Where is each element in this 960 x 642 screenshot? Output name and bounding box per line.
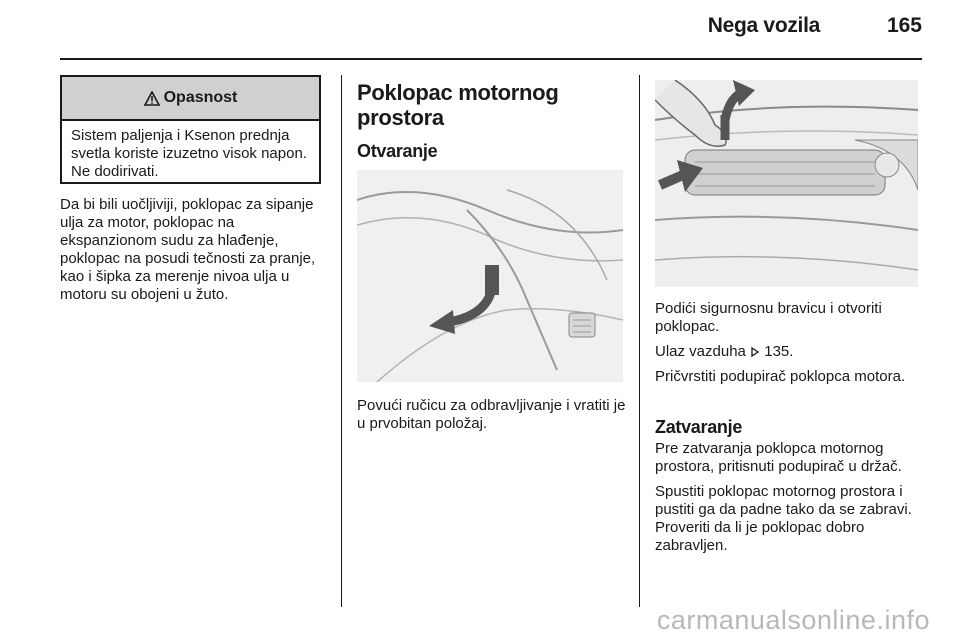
subheading-opening: Otvaranje	[357, 141, 438, 161]
section-title: Nega vozila	[707, 14, 820, 37]
page-number: 165	[886, 14, 922, 37]
right-paragraph-5: Spustiti poklopac motornog prostora i pustiti ga da padne tako da se zabravi. Proveriti da li je poklopac dobro zabravljen.	[655, 483, 912, 554]
release-lever-illustration	[357, 170, 623, 382]
warning-box	[60, 75, 321, 184]
hood-drawing	[655, 80, 918, 287]
air-intake-label: Ulaz vazduha	[655, 343, 746, 360]
header-rule	[60, 58, 922, 60]
left-paragraph: Da bi bili uočljiviji, poklopac za sipanje ulja za motor, poklopac na ekspanzionom sudu za hlađenje, poklopac na posudi tečnosti za pranje, kao i šipka za merenje nivoa ulja u motoru su obojeni u žuto.	[60, 196, 316, 303]
hood-illustration	[655, 80, 918, 287]
section-heading	[357, 80, 558, 130]
page-reference[interactable]: 135.	[764, 343, 794, 360]
column-divider-right	[639, 75, 640, 607]
section-heading-line1: Poklopac motornog	[357, 80, 559, 105]
release-lever-drawing	[357, 170, 623, 382]
right-paragraph-2	[655, 343, 925, 361]
right-paragraph-4: Pre zatvaranja poklopca motornog prostora, pritisnuti podupirač u držač.	[655, 440, 902, 475]
right-paragraph-1: Podići sigurnosnu bravicu i otvoriti poklopac.	[655, 300, 882, 335]
middle-paragraph: Povući ručicu za odbravljivanje i vratiti je u prvobitan položaj.	[357, 397, 626, 432]
warning-header	[62, 77, 319, 121]
page-reference-arrow-icon	[750, 347, 760, 357]
column-divider-left	[341, 75, 342, 607]
subheading-closing: Zatvaranje	[655, 417, 743, 437]
warning-heading: Opasnost	[163, 89, 238, 106]
section-heading-line2: prostora	[357, 105, 444, 130]
warning-text: Sistem paljenja i Ksenon prednja svetla koriste izuzetno visok napon. Ne dodirivati.	[71, 127, 307, 180]
warning-icon	[144, 91, 160, 106]
watermark: carmanualsonline.info	[656, 605, 930, 635]
right-paragraph-3: Pričvrstiti podupirač poklopca motora.	[655, 368, 906, 385]
